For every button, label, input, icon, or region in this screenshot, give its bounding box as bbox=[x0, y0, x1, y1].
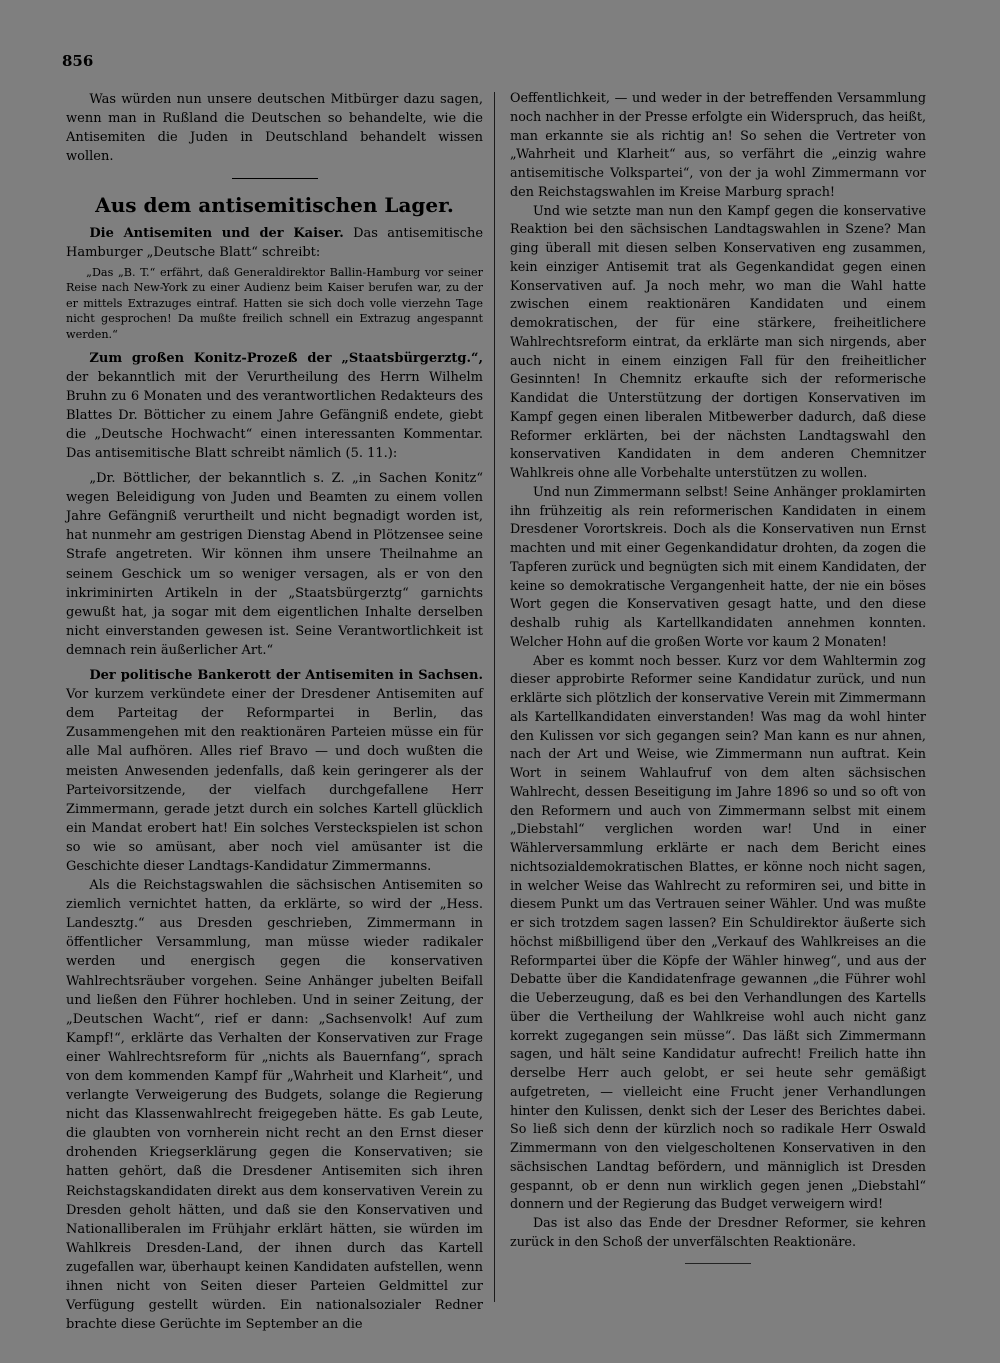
article-kaiser-text: Das antisemitische Hamburger „Deutsche Blatt“ schreibt: bbox=[66, 226, 484, 261]
article-konitz-heading: Zum großen Konitz-Prozeß der „Staatsbürgerztg.“, bbox=[89, 350, 483, 366]
left-column bbox=[66, 90, 483, 1334]
right-paragraph-4: Aber es kommt noch besser. Kurz vor dem Wahltermin zog dieser approbirte Reformer seine Kandidatur zurück, und nun erklärte sich plötzlich der konservative Verein mit Zimmermann als Kartellkandidaten einverstanden! Was mag da wohl hinter den Kulissen vor sich gegangen sein? Man kann es nur ahnen, nach der Art und Weise, wie Zimmermann nun auftrat. Kein Wort in seinem Wahlaufruf von dem alten sächsischen Wahlrecht, dessen Beseitigung im Jahre 1896 so und so oft von den Reformern und auch von Zimmermann selbst mit einem „Diebstahl“ verglichen worden war! Und in einer Wählerversammlung erklärte er nach dem Bericht eines nichtsozialdemokratischen Blattes, er könne noch nicht sagen, in welcher Weise das Wahlrecht zu reformiren sei, und bitte in diesem Punkt um das Vertrauen seiner Wähler. Und was mußte er sich trotzdem sagen lassen? Ein Schuldirektor äußerte sich höchst mißbilligend über den „Verkauf des Wahlkreises an die Reformpartei über die Köpfe der Wähler hinweg“, und aus der Debatte über die Kandidatenfrage gewannen „die Führer wohl die Ueberzeugung, daß es bei den Verhandlungen des Kartells über die Vertheilung der Wahlkreise wohl auch nicht ganz korrekt zugegangen sein müsse“. Das läßt sich Zimmermann sagen, und hält seine Kandidatur aufrecht! Freilich hatte ihn derselbe Herr auch gelobt, er sei heute sehr gemäßigt aufgetreten, — vielleicht eine Frucht jener Verhandlungen hinter den Kulissen, denkt sich der Leser des Berichtes dabei. So ließ sich denn der kürzlich noch so radikale Herr Oswald Zimmermann von den vielgescholtenen Konservativen in den sächsischen Landtag befördern, und männiglich ist Dresden gespannt, ob er denn nun wirklich gegen jenen „Diebstahl“ donnern und der Regierung das Budget verweigern wird! bbox=[510, 653, 926, 1213]
section-title: Aus dem antisemitischen Lager. bbox=[95, 193, 454, 218]
article-kaiser bbox=[66, 224, 483, 262]
end-divider bbox=[685, 1263, 751, 1264]
intro-paragraph: Was würden nun unsere deutschen Mitbürger dazu sagen, wenn man in Rußland die Deutschen so behandelte, wie die Antisemiten die Juden in Deutschland behandelt wissen wollen. bbox=[66, 92, 483, 165]
article-bankerott-paragraph-2: Als die Reichstagswahlen die sächsischen Antisemiten so ziemlich vernichtet hatten, da erklärte, so wird der „Hess. Landesztg.“ aus Dresden geschrieben, Zimmermann in öffentlicher Versammlung, man müsse wieder radikaler werden und energisch gegen die konservativen Wahlrechtsräuber vorgehen. Seine Anhänger jubelten Beifall und ließen den Führer hochleben. Und in seiner Zeitung, der „Deutschen Wacht“, rief er dann: „Sachsenvolk! Auf zum Kampf!“, erklärte das Verhalten der Konservativen zur Frage einer Wahlrechtsreform für „nichts als Bauernfang“, sprach von dem kommenden Kampf für „Wahrheit und Klarheit“, und verlangte Verweigerung des Budgets, solange die Regierung nicht das Klassenwahlrecht freigegeben hätte. Es gab Leute, die glaubten von vornherein nicht recht an den Ernst dieser drohenden Kriegserklärung gegen die Konservativen; sie hatten gehört, daß die Dresdener Antisemiten sich ihren Reichstagskandidaten direkt aus dem konservativen Verein zu Dresden geholt hätten, und daß sie den Konservativen und Nationalliberalen im Frühjahr erklärt hätten, sie würden im Wahlkreis Dresden-Land, der ihnen durch das Kartell zugefallen war, überhaupt keinen Kandidaten aufstellen, wenn ihnen nicht von Seiten dieser Parteien Geldmittel zur Verfügung gestellt würden. Ein nationalsozialer Redner brachte diese Gerüchte im September an die bbox=[66, 878, 483, 1333]
right-paragraph-2: Und wie setzte man nun den Kampf gegen die konservative Reaktion bei den sächsischen Landtagswahlen in Szene? Man ging überall mit diesen selben Konservativen eng zusammen, kein einziger Antisemit trat als Gegenkandidat gegen einen Konservativen auf. Ja noch mehr, wo man die Wahl hatte zwischen einem reaktionären Kandidaten und einem demokratischen, der für eine stärkere, freiheitlichere Wahlrechtsreform eintrat, da erklärte man sich nirgends, aber auch nicht in einem einzigen Fall für den freiheitlicher Gesinnten! In Chemnitz erkaufte sich der reformerische Kandidat die Unterstützung der dortigen Konservativen im Kampf gegen einen liberalen Mitbewerber dadurch, daß diese Reformer erklärten, bei der nächsten Landtagswahl den konservativen Kandidaten in dem anderen Chemnitzer Wahlkreis ohne alle Vorbehalte unterstützen zu wollen. bbox=[510, 203, 926, 481]
article-kaiser-heading: Die Antisemiten und der Kaiser. bbox=[89, 226, 344, 242]
right-column bbox=[510, 90, 926, 1277]
page-number: 856 bbox=[62, 52, 94, 70]
article-konitz bbox=[66, 349, 483, 464]
right-paragraph-1: Oeffentlichkeit, — und weder in der betreffenden Versammlung noch nachher in der Presse erfolgte ein Widerspruch, das heißt, man erkannte sie als richtig an! So sehen die Vertreter von „Wahrheit und Klarheit“ aus, so verfährt die „einzig wahre antisemitische Volkspartei“, von der ja wohl Zimmermann vor den Reichstagswahlen im Kreise Marburg sprach! bbox=[510, 91, 926, 200]
article-konitz-text: der bekanntlich mit der Verurtheilung des Herrn Wilhelm Bruhn zu 6 Monaten und des verantwortlichen Redakteurs des Blattes Dr. Bötticher zu einem Jahre Gefängniß endete, giebt die „Deutsche Hochwacht“ einen interessanten Kommentar. Das antisemitische Blatt schreibt nämlich (5. 11.): bbox=[66, 369, 483, 461]
right-paragraph-5: Das ist also das Ende der Dresdner Reformer, sie kehren zurück in den Schoß der unverfälschten Reaktionäre. bbox=[510, 1216, 926, 1250]
column-rule bbox=[494, 92, 495, 1302]
article-bankerott-text: Vor kurzem verkündete einer der Dresdener Antisemiten auf dem Parteitag der Reformpartei in Berlin, das Zusammengehen mit den reaktionären Parteien müsse ein für alle Mal aufhören. Alles rief Bravo — und doch wußten die meisten Anwesenden jedenfalls, daß kein geringerer als der Parteivorsitzende, der vielfach durchgefallene Herr Zimmermann, gerade jetzt durch ein solches Kartell glücklich ein Mandat erobert hat! Ein solches Versteckspielen ist schon so wie so amüsant, aber noch viel amüsanter ist die Geschichte dieser Landtags-Kandidatur Zimmermanns. bbox=[66, 687, 483, 874]
section-divider bbox=[232, 178, 318, 179]
article-kaiser-quote: „Das „B. T.“ erfährt, daß Generaldirektor Ballin-Hamburg vor seiner Reise nach New-York zu einer Audienz beim Kaiser berufen war, zu der er mittels Extrazuges eintraf. Hatten sie sich doch volle vierzehn Tage nicht gesprochen! Da mußte freilich schnell ein Extrazug angespannt werden.“ bbox=[66, 265, 483, 341]
article-bankerott bbox=[66, 666, 483, 876]
right-paragraph-3: Und nun Zimmermann selbst! Seine Anhänger proklamirten ihn frühzeitig als rein reformerischen Kandidaten in einem Dresdener Vorortskreis. Doch als die Konservativen nun Ernst machten und mit einer Gegenkandidatur drohten, da zogen die Tapferen zurück und begnügten sich mit einem Kandidaten, der keine so demokratische Vergangenheit hatte, der nie ein böses Wort gegen die Konservativen gesagt hatte, und den diese deshalb ruhig als Kartellkandidaten annehmen konnten. Welcher Hohn auf die großen Worte vor kaum 2 Monaten! bbox=[510, 484, 926, 650]
article-bankerott-heading: Der politische Bankerott der Antisemiten in Sachsen. bbox=[89, 668, 483, 684]
article-konitz-quote: „Dr. Böttlicher, der bekanntlich s. Z. „in Sachen Konitz“ wegen Beleidigung von Juden und Beamten zu einem vollen Jahre Gefängniß verurtheilt und nicht begnadigt worden ist, hat nunmehr am gestrigen Dienstag Abend in Plötzensee seine Strafe angetreten. Wir können ihm unsere Theilnahme an seinem Geschick um so weniger versagen, als er von den inkriminirten Artikeln in der „Staatsbürgerztg“ garnichts gewußt hat, ja sogar mit dem eigentlichen Inhalte derselben nicht einverstanden gewesen ist. Seine Verantwortlichkeit ist demnach rein äußerlicher Art.“ bbox=[66, 471, 483, 658]
